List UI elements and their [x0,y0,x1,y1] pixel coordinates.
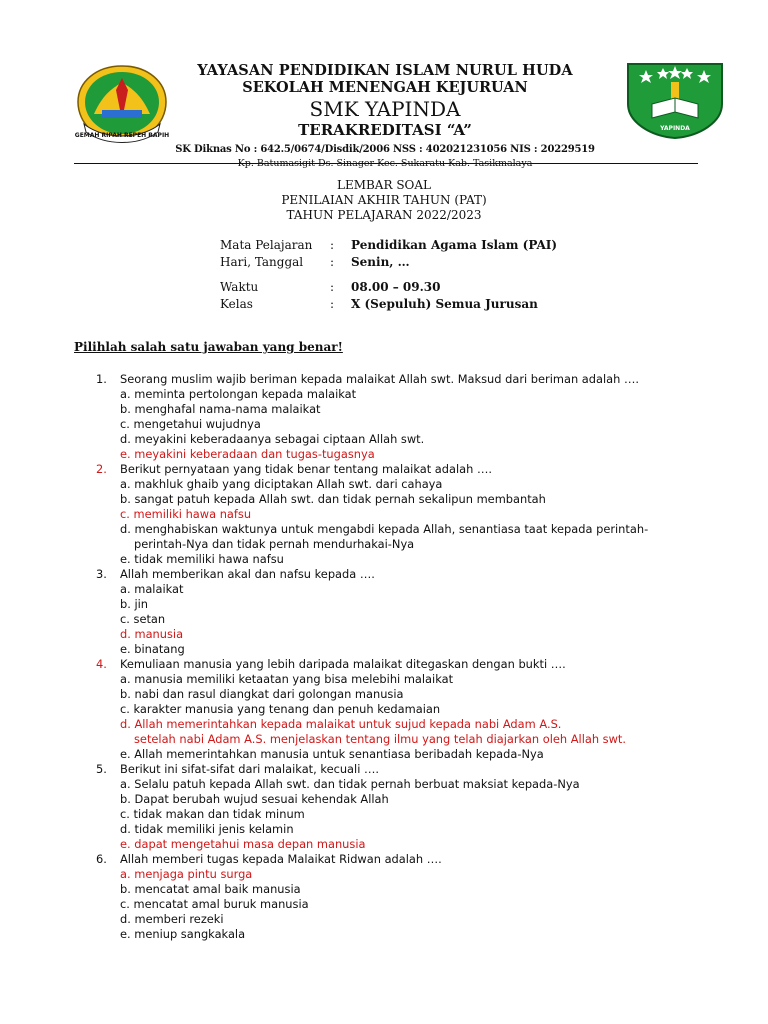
question-text: Berikut ini sifat-sifat dari malaikat, kecuali …. [120,762,380,776]
option: e. Allah memerintahkan manusia untuk senantiasa beribadah kepada-Nya [120,747,544,761]
time-value: 08.00 – 09.30 [351,280,441,294]
option: c. mengetahui wujudnya [120,417,261,431]
option-answer: a. menjaga pintu surga [120,867,253,881]
option-answer: d. Allah memerintahkan kepada malaikat untuk sujud kepada nabi Adam A.S. [120,717,562,731]
school-type: SEKOLAH MENENGAH KEJURUAN [242,79,528,96]
question-number: 4. [96,657,107,671]
colon: : [330,255,335,269]
instruction: Pilihlah salah satu jawaban yang benar! [74,340,343,354]
colon: : [330,238,335,252]
option-answer: c. memiliki hawa nafsu [120,507,252,521]
option: c. mencatat amal buruk manusia [120,897,309,911]
question-text: Allah memberi tugas kepada Malaikat Ridwan adalah …. [120,852,442,866]
colon: : [330,297,335,311]
school-address: Kp. Batumasigit Ds. Sinager Kec. Sukaratu Kab. Tasikmalaya [237,158,533,169]
question-number: 2. [96,462,107,476]
option: c. tidak makan dan tidak minum [120,807,305,821]
question-number: 5. [96,762,107,776]
class-value: X (Sepuluh) Semua Jurusan [351,297,538,311]
option: a. Selalu patuh kepada Allah swt. dan tidak pernah berbuat maksiat kepada-Nya [120,777,580,791]
title-line-1: LEMBAR SOAL [336,178,432,192]
title-line-2: PENILAIAN AKHIR TAHUN (PAT) [281,193,487,207]
question-text: Kemuliaan manusia yang lebih daripada malaikat ditegaskan dengan bukti …. [120,657,566,671]
option: a. makhluk ghaib yang diciptakan Allah swt. dari cahaya [120,477,443,491]
question-text: Berikut pernyataan yang tidak benar tentang malaikat adalah …. [120,462,492,476]
option: e. binatang [120,642,185,656]
option: a. malaikat [120,582,184,596]
option: a. meminta pertolongan kepada malaikat [120,387,357,401]
question-text: Allah memberikan akal dan nafsu kepada …. [120,567,375,581]
subject-value: Pendidikan Agama Islam (PAI) [351,238,558,252]
option: b. jin [120,597,149,611]
option: b. nabi dan rasul diangkat dari golongan manusia [120,687,404,701]
exam-title [0,178,768,223]
foundation-name: YAYASAN PENDIDIKAN ISLAM NURUL HUDA [197,62,573,79]
option: b. mencatat amal baik manusia [120,882,301,896]
question-number: 6. [96,852,107,866]
option-answer: e. dapat mengetahui masa depan manusia [120,837,366,851]
option: b. sangat patuh kepada Allah swt. dan tidak pernah sekalipun membantah [120,492,546,506]
option-answer: d. manusia [120,627,184,641]
time-label: Waktu [220,280,259,294]
option: e. meniup sangkakala [120,927,246,941]
option: d. menghabiskan waktunya untuk mengabdi kepada Allah, senantiasa taat kepada perintah- [120,522,649,536]
option-answer-continuation: setelah nabi Adam A.S. menjelaskan tentang ilmu yang telah diajarkan oleh Allah swt. [134,732,627,746]
option-continuation: perintah-Nya dan tidak pernah mendurhakai-Nya [134,537,415,551]
option: b. Dapat berubah wujud sesuai kehendak Allah [120,792,389,806]
option: a. manusia memiliki ketaatan yang bisa melebihi malaikat [120,672,454,686]
option: d. tidak memiliki jenis kelamin [120,822,294,836]
question-number: 3. [96,567,107,581]
title-line-3: TAHUN PELAJARAN 2022/2023 [286,208,482,222]
option: c. setan [120,612,166,626]
option: d. meyakini keberadaanya sebagai ciptaan Allah swt. [120,432,425,446]
day-value: Senin, … [351,255,410,269]
logo-motto-text: GEMAH RIPAH REPEH RAPIH [74,132,170,139]
question-number: 1. [96,372,107,386]
yapinda-logo [618,60,732,140]
class-label: Kelas [220,297,253,311]
subject-label: Mata Pelajaran [220,238,313,252]
letterhead-divider [74,163,698,164]
colon: : [330,280,335,294]
school-name: SMK YAPINDA [309,97,461,121]
west-java-emblem-logo [74,62,170,146]
registration-numbers: SK Diknas No : 642.5/0674/Disdik/2006 NSS : 402021231056 NIS : 20229519 [175,144,595,155]
option: b. menghafal nama-nama malaikat [120,402,321,416]
option: d. memberi rezeki [120,912,224,926]
logo-right-text: YAPINDA [660,125,690,132]
option-answer: e. meyakini keberadaan dan tugas-tugasnya [120,447,375,461]
letterhead [170,62,600,170]
option: c. karakter manusia yang tenang dan penuh kedamaian [120,702,441,716]
accreditation: TERAKREDITASI “A” [298,121,472,139]
question-text: Seorang muslim wajib beriman kepada malaikat Allah swt. Maksud dari beriman adalah …. [120,372,639,386]
option: e. tidak memiliki hawa nafsu [120,552,284,566]
day-label: Hari, Tanggal [220,255,304,269]
